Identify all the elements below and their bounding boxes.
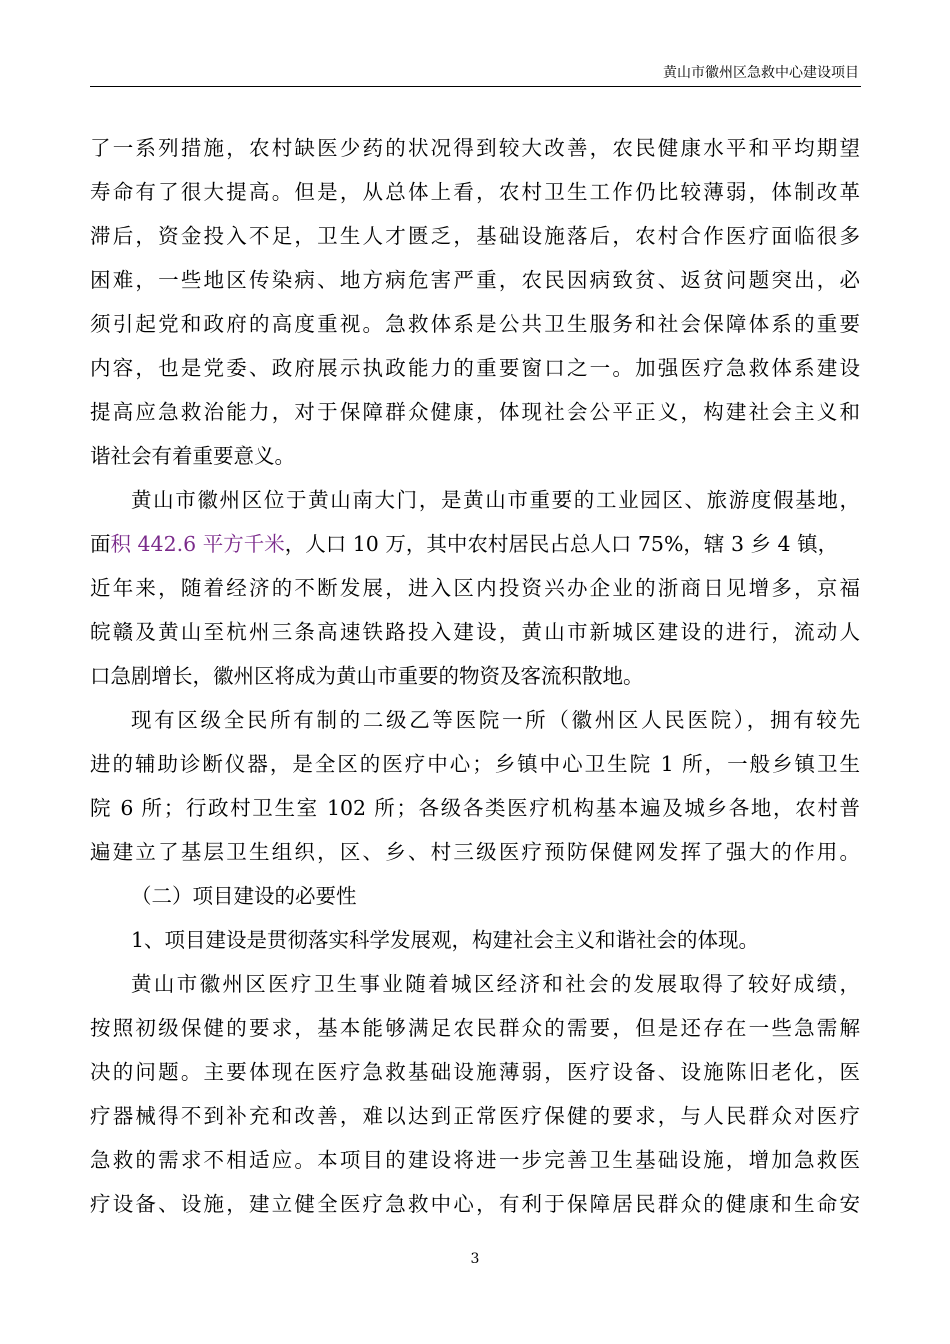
text-line: 皖赣及黄山至杭州三条高速铁路投入建设，黄山市新城区建设的进行，流动人 (90, 620, 860, 644)
text-line: 须引起党和政府的高度重视。急救体系是公共卫生服务和社会保障体系的重要 (90, 312, 860, 336)
text-line: 提高应急救治能力，对于保障群众健康，体现社会公平正义，构建社会主义和 (90, 400, 860, 424)
text-line: 口急剧增长，徽州区将成为黄山市重要的物资及客流积散地。 (90, 664, 644, 688)
text-segment: ，人口 10 万，其中农村居民占总人口 75%，辖 3 乡 4 镇， (284, 532, 839, 556)
document-body (90, 126, 860, 1226)
text-line: 急救的需求不相适应。本项目的建设将进一步完善卫生基础设施，增加急救医 (90, 1148, 860, 1172)
text-line: 近年来，随着经济的不断发展，进入区内投资兴办企业的浙商日见增多，京福 (90, 576, 860, 600)
text-line: 院 6 所；行政村卫生室 102 所；各级各类医疗机构基本遍及城乡各地，农村普 (90, 796, 860, 820)
text-line: 疗设备、设施，建立健全医疗急救中心，有利于保障居民群众的健康和生命安 (90, 1192, 860, 1216)
text-line: 按照初级保健的要求，基本能够满足农民群众的需要，但是还存在一些急需解 (90, 1016, 860, 1040)
text-line: 困难，一些地区传染病、地方病危害严重，农民因病致贫、返贫问题突出，必 (90, 268, 860, 292)
text-line: 内容，也是党委、政府展示执政能力的重要窗口之一。加强医疗急救体系建设 (90, 356, 860, 380)
section-heading: （二）项目建设的必要性 (131, 884, 357, 908)
subsection-heading: 1、项目建设是贯彻落实科学发展观，构建社会主义和谐社会的体现。 (131, 928, 760, 952)
header-title: 黄山市徽州区急救中心建设项目 (663, 65, 859, 81)
paragraph-first-line: 现有区级全民所有制的二级乙等医院一所（徽州区人民医院），拥有较先 (131, 708, 860, 732)
paragraph-first-line: 黄山市徽州区医疗卫生事业随着城区经济和社会的发展取得了较好成绩， (131, 972, 860, 996)
text-line-highlighted (90, 522, 860, 566)
text-line: 了一系列措施，农村缺医少药的状况得到较大改善，农民健康水平和平均期望 (90, 136, 860, 160)
paragraph-first-line: 黄山市徽州区位于黄山南大门，是黄山市重要的工业园区、旅游度假基地， (131, 488, 860, 512)
page-number: 3 (470, 1251, 480, 1267)
text-line: 决的问题。主要体现在医疗急救基础设施薄弱，医疗设备、设施陈旧老化，医 (90, 1060, 860, 1084)
text-line: 寿命有了很大提高。但是，从总体上看，农村卫生工作仍比较薄弱，体制改革 (90, 180, 860, 204)
text-line: 疗器械得不到补充和改善，难以达到正常医疗保健的要求，与人民群众对医疗 (90, 1104, 860, 1128)
text-segment: 面 (90, 532, 111, 556)
text-line: 滞后，资金投入不足，卫生人才匮乏，基础设施落后，农村合作医疗面临很多 (90, 224, 860, 248)
text-line: 谐社会有着重要意义。 (90, 444, 295, 468)
text-line: 遍建立了基层卫生组织，区、乡、村三级医疗预防保健网发挥了强大的作用。 (90, 840, 860, 864)
page-header (90, 62, 861, 87)
highlighted-text: 积 442.6 平方千米 (110, 532, 285, 556)
text-line: 进的辅助诊断仪器，是全区的医疗中心；乡镇中心卫生院 1 所，一般乡镇卫生 (90, 752, 860, 776)
